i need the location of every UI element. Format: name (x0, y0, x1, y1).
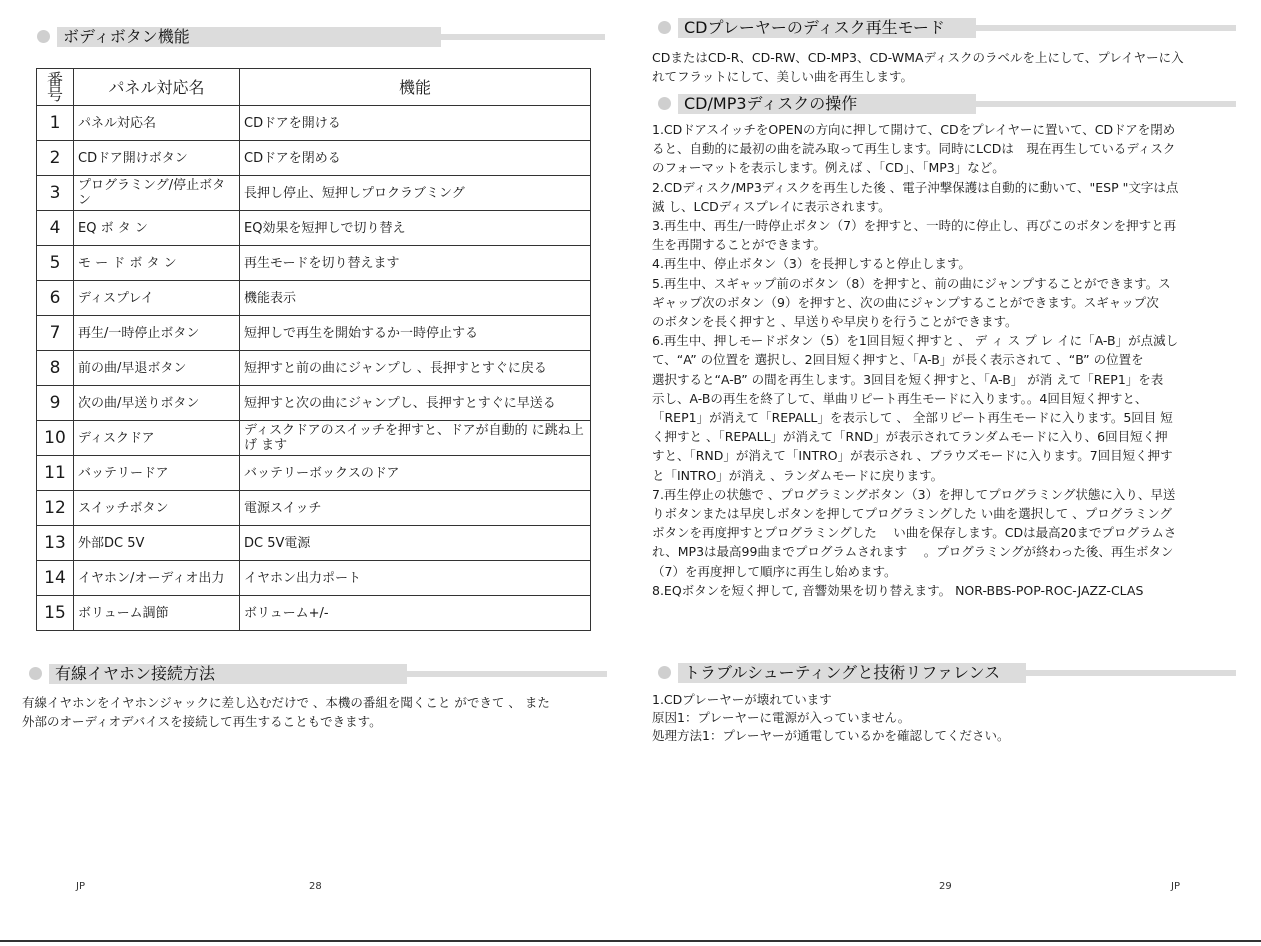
left-page (0, 0, 630, 946)
text-line: （7）を再度押して順序に再生し始めます。 (652, 563, 897, 579)
row-panel-name: EQ ボ タ ン (74, 211, 240, 246)
section-title: 有線イヤホン接続方法 (55, 664, 216, 683)
wired-earphone-text (22, 693, 550, 731)
table-row (37, 526, 591, 561)
row-panel-name: ディスクドア (74, 421, 240, 456)
section-title: CDプレーヤーのディスク再生モード (684, 18, 945, 37)
text-line: 生を再開することができます。 (652, 237, 827, 253)
bullet-dot (658, 21, 671, 34)
text-line: 1.CDドアスイッチをOPENの方向に押して開けて、CDをプレイヤーに置いて、CDドアを閉め (652, 122, 1176, 137)
row-panel-name: ディスプレイ (74, 281, 240, 316)
text-line: ボタンを再度押すとプログラミングした い曲を保存します。CDは最高20までプログラムさ (652, 525, 1177, 541)
row-panel-name: プログラミング/停止ボタン (74, 176, 240, 211)
row-function: イヤホン出力ポート (240, 561, 591, 596)
text-line: て、“A” の位置を 選択し、2回目短く押すと、「A-B」が長く表示されて 、“B” の位置を (652, 352, 1144, 368)
row-number: 8 (37, 351, 74, 386)
troubleshooting-heading (658, 662, 1236, 684)
text-line: 処理方法1：プレーヤーが通電しているかを確認してください。 (652, 728, 1010, 743)
text-line: 外部のオーディオデバイスを接続して再生することもできます。 (22, 714, 382, 729)
section-title: ボディボタン機能 (63, 27, 190, 46)
table-row (37, 596, 591, 631)
text-line: 2.CDディスク/MP3ディスクを再生した後 、電子沖撃保護は自動的に動いて、"ESP "文字は点 (652, 179, 1179, 195)
table-row (37, 211, 591, 246)
table-row (37, 176, 591, 211)
row-number: 1 (37, 106, 74, 141)
bullet-dot (658, 97, 671, 110)
row-panel-name: CDドア開けボタン (74, 141, 240, 176)
table-row (37, 246, 591, 281)
row-function: EQ効果を短押しで切り替え (240, 211, 591, 246)
table-row (37, 456, 591, 491)
footer-language: JP (1171, 881, 1180, 892)
row-number: 10 (37, 421, 74, 456)
text-line: 示し、A-Bの再生を終了して、単曲リピート再生モードに入ります。。4回目短く押すと、 (652, 390, 1148, 406)
text-line: 原因1：プレーヤーに電源が入っていません。 (652, 710, 911, 725)
text-line: のボタンを長く押すと 、早送りや早戻りを行うことができます。 (652, 314, 1018, 330)
header-number: 番号 (37, 69, 74, 106)
operation-text (652, 120, 1178, 600)
row-function: 短押すと次の曲にジャンプし、長押すとすぐに早送る (240, 386, 591, 421)
table-row (37, 351, 591, 386)
row-number: 15 (37, 596, 74, 631)
row-panel-name: 再生/一時停止ボタン (74, 316, 240, 351)
row-function: ディスクドアのスイッチを押すと、ドアが自動的 に跳ね上げ ます (240, 421, 591, 456)
row-function: 機能表示 (240, 281, 591, 316)
button-function-table (36, 68, 591, 631)
text-line: と「INTRO」が消え 、ランダムモードに戻ります。 (652, 467, 944, 483)
text-line: く押すと 、「REPALL」が消えて「RND」が表示されてランダムモードに入り、6回目短く押 (652, 429, 1168, 445)
text-line: ギャップ次のボタン（9）を押すと、次の曲にジャンプすることができます。スギャップ次 (652, 294, 1159, 310)
text-line: 3.再生中、再生/一時停止ボタン（7）を押すと、一時的に停止し、再びこのボタンを押すと再 (652, 218, 1177, 234)
row-number: 6 (37, 281, 74, 316)
row-number: 2 (37, 141, 74, 176)
text-line: CDまたはCD-R、CD-RW、CD-MP3、CD-WMAディスクのラベルを上にして、プレイヤーに入 (652, 50, 1184, 65)
text-line: 8.EQボタンを短く押して, 音響効果を切り替えます。 NOR-BBS-POP-ROC-JAZZ-CLAS (652, 582, 1144, 598)
row-function: 長押し停止、短押しプロクラブミング (240, 176, 591, 211)
row-function: 電源スイッチ (240, 491, 591, 526)
table-row (37, 316, 591, 351)
text-line: 選択すると“A-B” の間を再生します。3回目を短く押すと、「A-B」 が消 えて「REP1」を表 (652, 371, 1164, 387)
row-number: 11 (37, 456, 74, 491)
header-function: 機能 (240, 69, 591, 106)
text-line: 有線イヤホンをイヤホンジャックに差し込むだけで 、本機の番組を聞くこと ができて 、 また (22, 695, 550, 710)
row-panel-name: 前の曲/早退ボタン (74, 351, 240, 386)
row-function: 短押すと前の曲にジャンプし 、長押すとすぐに戻る (240, 351, 591, 386)
text-line: 6.再生中、押しモードボタン（5）を1回目短く押すと 、 デ ィ ス プ レ イに「A-B」が点滅し (652, 333, 1179, 349)
row-panel-name: ボリューム調節 (74, 596, 240, 631)
row-panel-name: 外部DC 5V (74, 526, 240, 561)
row-number: 13 (37, 526, 74, 561)
row-panel-name: パネル対応名 (74, 106, 240, 141)
text-line: 5.再生中、スギャップ前のボタン（8）を押すと、前の曲にジャンプすることができます。ス (652, 275, 1171, 291)
body-buttons-heading (37, 26, 605, 48)
row-number: 3 (37, 176, 74, 211)
wired-earphone-heading (29, 663, 607, 685)
table-row (37, 561, 591, 596)
text-line: 7.再生停止の状態で 、プログラミングボタン（3）を押してプログラミング状態に入り、早送 (652, 486, 1176, 502)
section-title: トラブルシューティングと技術リファレンス (684, 663, 1001, 682)
row-number: 12 (37, 491, 74, 526)
text-line: ると、自動的に最初の曲を読み取って再生します。同時にLCDは 現在再生しているディスク (652, 141, 1176, 157)
table-row (37, 141, 591, 176)
row-panel-name: イヤホン/オーディオ出力 (74, 561, 240, 596)
troubleshooting-text (652, 691, 1009, 745)
bottom-divider (0, 940, 1261, 942)
row-function: バッテリーボックスのドア (240, 456, 591, 491)
text-line: 1.CDプレーヤーが壊れています (652, 692, 832, 707)
table-row (37, 106, 591, 141)
row-function: 再生モードを切り替えます (240, 246, 591, 281)
row-number: 4 (37, 211, 74, 246)
row-panel-name: スイッチボタン (74, 491, 240, 526)
page-number: 29 (939, 881, 952, 892)
right-page (630, 0, 1261, 946)
row-function: CDドアを開ける (240, 106, 591, 141)
row-function: DC 5V電源 (240, 526, 591, 561)
disc-mode-heading (658, 17, 1236, 39)
table-row (37, 386, 591, 421)
section-title: CD/MP3ディスクの操作 (684, 94, 858, 113)
text-line: 滅 し、LCDディスプレイに表示されます。 (652, 198, 891, 214)
text-line: 4.再生中、停止ボタン（3）を長押しすると停止します。 (652, 256, 971, 272)
row-number: 14 (37, 561, 74, 596)
bullet-dot (658, 666, 671, 679)
table-row (37, 491, 591, 526)
table-row (37, 421, 591, 456)
operation-heading (658, 93, 1236, 115)
header-panel-name: パネル対応名 (74, 69, 240, 106)
bullet-dot (37, 30, 50, 43)
bullet-dot (29, 667, 42, 680)
row-number: 9 (37, 386, 74, 421)
row-panel-name: モ ー ド ボ タ ン (74, 246, 240, 281)
row-number: 7 (37, 316, 74, 351)
row-panel-name: バッテリードア (74, 456, 240, 491)
text-line: りボタンまたは早戻しボタンを押してプログラミングした い曲を選択して 、プログラミング (652, 506, 1172, 522)
footer-language: JP (76, 881, 85, 892)
row-number: 5 (37, 246, 74, 281)
text-line: れ、MP3は最高99曲までプログラムされます 。プログラミングが終わった後、再生ボタン (652, 544, 1174, 560)
row-panel-name: 次の曲/早送りボタン (74, 386, 240, 421)
page-number: 28 (309, 881, 322, 892)
row-function: 短押しで再生を開始するか一時停止する (240, 316, 591, 351)
text-line: 「REP1」が消えて「REPALL」を表示して 、 全部リピート再生モードに入ります。5回目 短 (652, 410, 1173, 426)
row-function: ボリューム+/- (240, 596, 591, 631)
row-function: CDドアを閉める (240, 141, 591, 176)
table-header-row (37, 69, 591, 106)
disc-mode-text (652, 48, 1184, 86)
text-line: すと、「RND」が消えて「INTRO」が表示され 、ブラウズモードに入ります。7回目短く押す (652, 448, 1173, 464)
table-row (37, 281, 591, 316)
text-line: れてフラットにして、美しい曲を再生します。 (652, 69, 914, 84)
text-line: のフォーマットを表示します。例えば 、「CD」、「MP3」など。 (652, 160, 1005, 176)
